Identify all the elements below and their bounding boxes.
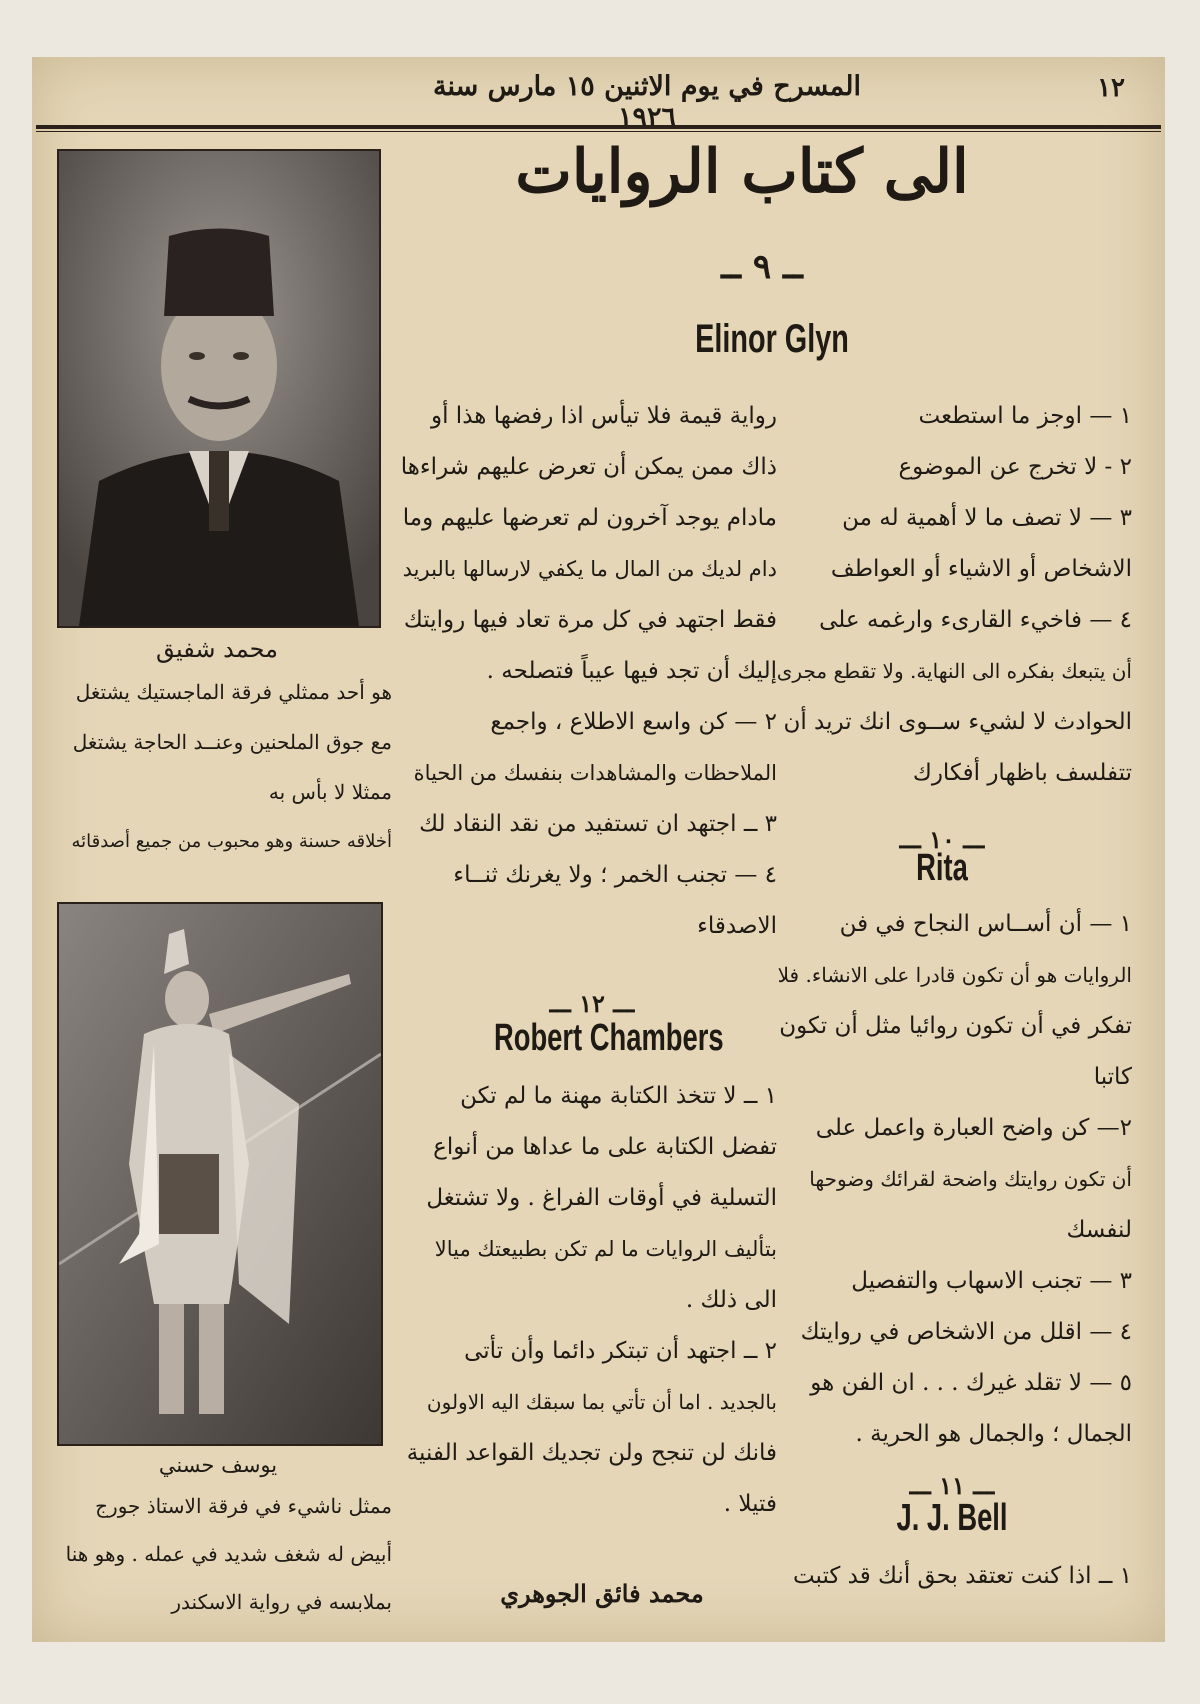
header-rule-thin (36, 131, 1161, 132)
page-header (32, 65, 1165, 133)
profile-1-bio (42, 675, 392, 875)
middle-line: رواية قيمة فلا تيأس اذا رفضها هذا أو (431, 403, 777, 429)
section-12-author: Robert Chambers (494, 1017, 724, 1059)
author-signature: محمد فائق الجوهري (500, 1579, 704, 1608)
section-10-author: Rita (916, 847, 968, 889)
profile-1-line: مع جوق الملحنين وعنــد الحاجة يشتغل (72, 730, 392, 754)
middle-line: الاصدقاء (697, 913, 777, 939)
section-9-line: ٣ — لا تصف ما لا أهمية له من (842, 505, 1132, 531)
portrait-illustration (59, 151, 379, 626)
section-12-number: ـــ ١٢ ـــ (549, 989, 635, 1018)
section-12-line: فتيلا . (723, 1491, 777, 1517)
page-number: ١٢ (1097, 73, 1125, 103)
profile-1-line: أخلاقه حسنة وهو محبوب من جميع أصدقائه (71, 831, 392, 852)
section-9-line: ٤ — فاخيء القارىء وارغمه على (819, 607, 1132, 633)
section-9-author: Elinor Glyn (695, 317, 849, 361)
article-heading: الى كتاب الروايات (515, 137, 969, 207)
right-column (776, 399, 1132, 807)
section-12-line: بتأليف الروايات ما لم تكن بطبيعتك ميالا (434, 1237, 777, 1261)
middle-line: فقط اجتهد في كل مرة تعاد فيها روايتك (403, 607, 777, 633)
profile-2-line: بملابسه في رواية الاسكندر (171, 1590, 392, 1614)
section-10-line: كاتبا (1093, 1064, 1132, 1090)
middle-line: ذاك ممن يمكن أن تعرض عليهم شراءها (400, 454, 777, 480)
section-10-line: ٣ — تجنب الاسهاب والتفصيل (851, 1268, 1132, 1294)
middle-line: دام لديك من المال ما يكفي لارسالها بالبريد (402, 557, 777, 581)
section-12-line: ١ ــ لا تتخذ الكتابة مهنة ما لم تكن (460, 1083, 777, 1109)
profile-1-line: ممثلا لا بأس به (268, 780, 392, 804)
section-10-line: تفكر في أن تكون روائيا مثل أن تكون (779, 1013, 1132, 1039)
section-12-line: ٢ ــ اجتهد أن تبتكر دائما وأن تأتى (464, 1338, 777, 1364)
middle-line: إليك أن تجد فيها عيباً فتصلحه . (486, 658, 777, 684)
section-11-body (792, 1559, 1132, 1610)
costume-photo-hosny (57, 902, 383, 1446)
profile-2-name: يوسف حسني (158, 1453, 278, 1477)
section-12-line: بالجديد . اما أن تأتي بما سبقك اليه الاولون (426, 1390, 777, 1414)
costume-illustration (59, 904, 381, 1444)
section-10-line: ٢— كن واضح العبارة واعمل على (815, 1115, 1132, 1141)
middle-line: ٣ ــ اجتهد ان تستفيد من نقد النقاد لك (419, 811, 777, 837)
section-10-line: ١ — أن أســاس النجاح في فن (839, 911, 1132, 937)
section-9-line: ٢ - لا تخرج عن الموضوع (898, 454, 1132, 480)
section-9-line: الحوادث لا لشيء ســوى انك تريد أن (783, 709, 1132, 735)
portrait-photo-shafik (57, 149, 381, 628)
section-10-line: لنفسك (1066, 1217, 1132, 1243)
section-9-line: ١ — اوجز ما استطعت (918, 403, 1132, 429)
section-9-line: تتفلسف باظهار أفكارك (912, 760, 1132, 786)
profile-1-name: محمد شفيق (156, 635, 278, 663)
middle-column (400, 399, 777, 960)
section-12-line: فانك لن تنجح ولن تجديك القواعد الفنية (406, 1440, 777, 1466)
profile-1-line: هو أحد ممثلي فرقة الماجستيك يشتغل (75, 680, 392, 704)
section-10-line: ٥ — لا تقلد غيرك . . . ان الفن هو (810, 1370, 1132, 1396)
section-12-line: الى ذلك . (685, 1287, 777, 1313)
section-10-line: أن تكون روايتك واضحة لقرائك وضوحها (809, 1167, 1132, 1191)
profile-2-line: ممثل ناشيء في فرقة الاستاذ جورج (95, 1494, 392, 1518)
middle-line: مادام يوجد آخرون لم تعرضها عليهم وما (402, 505, 777, 531)
profile-2-bio (42, 1489, 392, 1633)
section-12-line: التسلية في أوقات الفراغ . ولا تشتغل (426, 1185, 777, 1211)
profile-2-line: أبيض له شغف شديد في عمله . وهو هنا (65, 1542, 392, 1566)
middle-line: ٤ — تجنب الخمر ؛ ولا يغرنك ثنــاء (453, 862, 777, 888)
section-12-body (407, 1079, 777, 1538)
section-10-line: ٤ — اقلل من الاشخاص في روايتك (800, 1319, 1132, 1345)
header-rule (36, 125, 1161, 129)
middle-line: الملاحظات والمشاهدات بنفسك من الحياة (413, 761, 777, 785)
magazine-page (32, 57, 1165, 1642)
section-9-line: الاشخاص أو الاشياء أو العواطف (830, 556, 1132, 582)
section-12-line: تفضل الكتابة على ما عداها من أنواع (433, 1134, 777, 1160)
middle-line: ٢ — كن واسع الاطلاع ، واجمع (490, 709, 777, 735)
section-10-number: ـــ ١٠ ـــ (899, 825, 985, 854)
section-9-line: أن يتبعك بفكره الى النهاية. ولا تقطع مجرى (776, 659, 1132, 683)
section-10-line: الروايات هو أن تكون قادرا على الانشاء. فلا (777, 963, 1132, 987)
section-11-number: ـــ ١١ ـــ (909, 1471, 995, 1500)
section-9-number: ــ ٩ ــ (721, 247, 803, 287)
section-10-body (777, 907, 1132, 1468)
section-11-line: ١ ــ اذا كنت تعتقد بحق أنك قد كتبت (792, 1563, 1132, 1589)
section-10-line: الجمال ؛ والجمال هو الحرية . (855, 1421, 1132, 1447)
header-title: المسرح في يوم الاثنين ١٥ مارس سنة ١٩٢٦ (433, 71, 861, 133)
section-11-author: J. J. Bell (896, 1497, 1008, 1539)
